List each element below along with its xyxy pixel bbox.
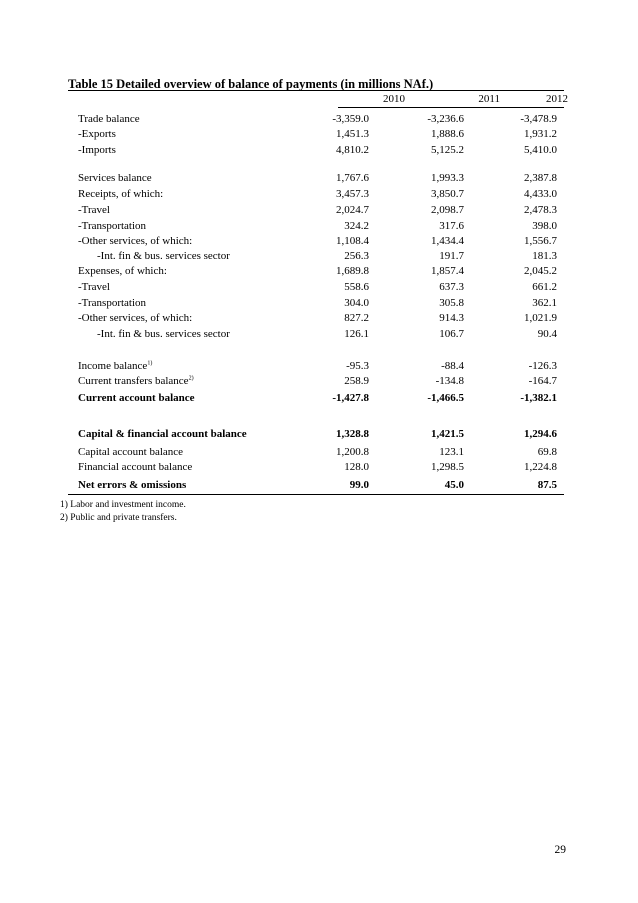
row-label: -Int. fin & bus. services sector [97, 250, 230, 262]
row-label: Trade balance [78, 113, 140, 125]
row-label: -Transportation [78, 297, 147, 309]
cell-2010: 1,200.8 [336, 446, 369, 458]
cell-2012: 2,045.2 [524, 265, 557, 277]
cell-2010: 304.0 [344, 297, 369, 309]
cell-2010: 128.0 [344, 461, 369, 473]
table-bottom-rule [68, 494, 564, 495]
cell-2010: 4,810.2 [336, 144, 369, 156]
row-label [78, 360, 152, 372]
row-label: -Transportation [78, 220, 147, 232]
cell-2011: 1,421.5 [431, 428, 464, 440]
row-label: -Int. fin & bus. services sector [97, 328, 230, 340]
cell-2012: -3,478.9 [520, 113, 557, 125]
row-label-text: Income balance [78, 360, 148, 372]
row-label: Current account balance [78, 392, 195, 404]
table-row [68, 297, 564, 312]
cell-2011: 3,850.7 [431, 188, 464, 200]
row-label: Capital account balance [78, 446, 184, 458]
cell-2011: -3,236.6 [427, 113, 464, 125]
table-row-total [68, 392, 564, 407]
cell-2012: 90.4 [537, 328, 557, 340]
cell-2010: 1,451.3 [336, 128, 369, 140]
cell-2012: -164.7 [528, 375, 557, 387]
row-label [78, 375, 194, 387]
cell-2010: 827.2 [344, 312, 369, 324]
footnote-1: 1) Labor and investment income. [60, 500, 186, 510]
cell-2010: -95.3 [346, 360, 369, 372]
cell-2011: 914.3 [439, 312, 464, 324]
row-label: -Imports [78, 144, 116, 156]
row-label: Capital & financial account balance [78, 428, 247, 440]
table-row [68, 172, 564, 187]
table-row [68, 328, 564, 343]
cell-2011: 1,888.6 [431, 128, 464, 140]
cell-2012: 1,931.2 [524, 128, 557, 140]
table-row [68, 360, 564, 375]
table-row [68, 312, 564, 327]
cell-2010: 256.3 [344, 250, 369, 262]
table-row [68, 144, 564, 159]
row-label: Services balance [78, 172, 152, 184]
cell-2011: 1,434.4 [431, 235, 464, 247]
table-row [68, 375, 564, 390]
footnote-marker: 2) [188, 375, 194, 382]
cell-2010: -3,359.0 [332, 113, 369, 125]
cell-2011: -88.4 [441, 360, 464, 372]
table-row-total [68, 428, 564, 443]
table-row [68, 113, 564, 128]
row-label: -Travel [78, 281, 110, 293]
cell-2012: 1,021.9 [524, 312, 557, 324]
cell-2011: 637.3 [439, 281, 464, 293]
row-label: -Other services, of which: [78, 312, 193, 324]
cell-2011: 1,298.5 [431, 461, 464, 473]
header-rule [338, 107, 564, 108]
cell-2011: 305.8 [439, 297, 464, 309]
cell-2012: -1,382.1 [520, 392, 557, 404]
cell-2012: 4,433.0 [524, 188, 557, 200]
table-row [68, 265, 564, 280]
cell-2012: 362.1 [532, 297, 557, 309]
cell-2011: 106.7 [439, 328, 464, 340]
cell-2012: 181.3 [532, 250, 557, 262]
table-top-rule [68, 90, 564, 91]
cell-2011: 45.0 [444, 479, 464, 491]
cell-2011: 1,857.4 [431, 265, 464, 277]
table-row [68, 220, 564, 235]
row-label: Expenses, of which: [78, 265, 167, 277]
row-label: -Exports [78, 128, 116, 140]
column-header-2010: 2010 [383, 93, 405, 105]
footnote-marker: 1) [147, 360, 153, 367]
cell-2012: 2,387.8 [524, 172, 557, 184]
table-row [68, 461, 564, 476]
table-row [68, 281, 564, 296]
cell-2012: 398.0 [532, 220, 557, 232]
cell-2012: 1,294.6 [524, 428, 557, 440]
row-label: -Other services, of which: [78, 235, 193, 247]
cell-2010: -1,427.8 [332, 392, 369, 404]
cell-2011: -1,466.5 [427, 392, 464, 404]
cell-2011: 123.1 [439, 446, 464, 458]
cell-2010: 258.9 [344, 375, 369, 387]
cell-2012: 1,556.7 [524, 235, 557, 247]
table-row [68, 446, 564, 461]
row-label: -Travel [78, 204, 110, 216]
row-label: Financial account balance [78, 461, 193, 473]
cell-2011: 1,993.3 [431, 172, 464, 184]
cell-2012: 87.5 [537, 479, 557, 491]
table-row [68, 128, 564, 143]
cell-2010: 2,024.7 [336, 204, 369, 216]
cell-2012: 69.8 [537, 446, 557, 458]
cell-2012: 1,224.8 [524, 461, 557, 473]
cell-2011: 2,098.7 [431, 204, 464, 216]
cell-2010: 1,328.8 [336, 428, 369, 440]
cell-2011: -134.8 [435, 375, 464, 387]
cell-2010: 126.1 [344, 328, 369, 340]
cell-2012: -126.3 [528, 360, 557, 372]
cell-2010: 3,457.3 [336, 188, 369, 200]
cell-2011: 191.7 [439, 250, 464, 262]
cell-2010: 1,108.4 [336, 235, 369, 247]
cell-2012: 2,478.3 [524, 204, 557, 216]
row-label-text: Current transfers balance [78, 375, 189, 387]
cell-2010: 558.6 [344, 281, 369, 293]
table-row-total [68, 479, 564, 494]
cell-2012: 5,410.0 [524, 144, 557, 156]
cell-2010: 1,689.8 [336, 265, 369, 277]
cell-2011: 317.6 [439, 220, 464, 232]
column-header-2011: 2011 [478, 93, 500, 105]
table-row [68, 250, 564, 265]
table-row [68, 204, 564, 219]
cell-2010: 1,767.6 [336, 172, 369, 184]
footnote-2: 2) Public and private transfers. [60, 513, 177, 523]
row-label: Receipts, of which: [78, 188, 164, 200]
table-row [68, 235, 564, 250]
table-title: Table 15 Detailed overview of balance of payments (in millions NAf.) [68, 77, 434, 91]
cell-2010: 324.2 [344, 220, 369, 232]
cell-2012: 661.2 [532, 281, 557, 293]
table-row [68, 188, 564, 203]
page-number: 29 [554, 844, 566, 856]
cell-2011: 5,125.2 [431, 144, 464, 156]
column-header-2012: 2012 [546, 93, 568, 105]
cell-2010: 99.0 [349, 479, 369, 491]
row-label: Net errors & omissions [78, 479, 187, 491]
